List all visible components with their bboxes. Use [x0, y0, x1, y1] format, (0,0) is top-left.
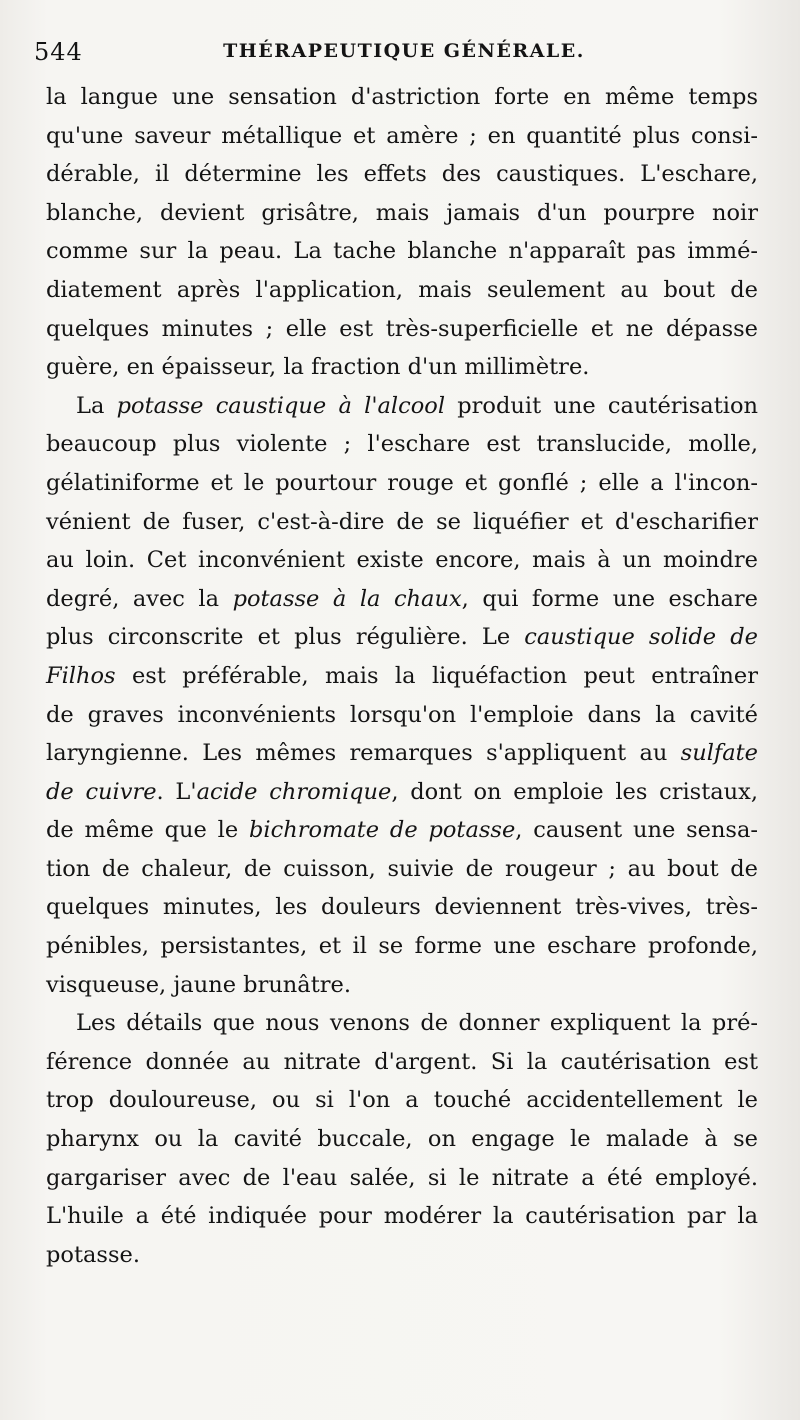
text-line: [46, 1236, 758, 1275]
text-run: quelques minutes, les douleurs deviennent très-vives, très-: [46, 894, 758, 921]
text-line: [46, 194, 758, 233]
text-run: plus circonscrite et plus régulière. Le: [46, 624, 525, 651]
page-header: [34, 38, 774, 68]
text-run: diatement après l'application, mais seulement au bout de: [46, 276, 758, 303]
text-run: est préférable, mais la liquéfaction peut entraîner: [115, 662, 758, 689]
text-run: L'huile a été indiquée pour modérer la cautérisation par la: [46, 1203, 758, 1230]
text-line: [46, 155, 758, 194]
text-run: produit une cautérisation: [445, 392, 758, 419]
text-run: potasse.: [46, 1241, 140, 1268]
text-run: , causent une sensa-: [515, 817, 758, 844]
text-line: [46, 1197, 758, 1236]
text-run: guère, en épaisseur, la fraction d'un millimètre.: [46, 354, 590, 381]
italic-term: Filhos: [46, 662, 116, 689]
text-line: [46, 425, 758, 464]
text-run: vénient de fuser, c'est-à-dire de se liquéfier et d'escharifier: [46, 508, 758, 535]
text-run: dérable, il détermine les effets des caustiques. L'eschare,: [46, 161, 758, 188]
text-line: [46, 78, 758, 117]
italic-term: potasse caustique à l'alcool: [116, 392, 446, 419]
text-line: [46, 1081, 758, 1120]
italic-term: potasse à la chaux: [232, 585, 462, 612]
page-number: 544: [34, 38, 83, 66]
text-line: [46, 696, 758, 735]
text-run: de même que le: [46, 817, 250, 844]
text-line: [46, 1004, 758, 1043]
text-line: [46, 850, 758, 889]
text-line: [46, 580, 758, 619]
text-line: [46, 117, 758, 156]
text-run: La: [76, 392, 117, 419]
text-run: qu'une saveur métallique et amère ; en quantité plus consi-: [46, 122, 758, 149]
text-line: [46, 1043, 758, 1082]
body-text: [46, 78, 758, 1274]
text-run: , qui forme une eschare: [461, 585, 758, 612]
text-line: [46, 811, 758, 850]
text-run: quelques minutes ; elle est très-superficielle et ne dépasse: [46, 315, 758, 342]
text-line: [46, 1120, 758, 1159]
text-run: la langue une sensation d'astriction forte en même temps: [46, 84, 758, 110]
text-run: gargariser avec de l'eau salée, si le nitrate a été employé.: [46, 1164, 758, 1191]
italic-term: de cuivre: [46, 778, 157, 805]
text-line: [46, 618, 758, 657]
text-run: au loin. Cet inconvénient existe encore, mais à un moindre: [46, 547, 758, 574]
text-run: . L': [156, 778, 197, 805]
text-run: de graves inconvénients lorsqu'on l'emploie dans la cavité: [46, 701, 758, 728]
text-line: [46, 464, 758, 503]
text-line: [46, 773, 758, 812]
text-line: [46, 927, 758, 966]
italic-term: caustique solide de: [524, 624, 758, 651]
text-line: [46, 657, 758, 696]
text-run: Les détails que nous venons de donner expliquent la pré-: [76, 1010, 758, 1037]
text-run: comme sur la peau. La tache blanche n'apparaît pas immé-: [46, 238, 758, 265]
text-line: [46, 734, 758, 773]
text-line: [46, 387, 758, 426]
text-run: visqueuse, jaune brunâtre.: [46, 971, 351, 998]
italic-term: sulfate: [680, 740, 758, 767]
text-run: laryngienne. Les mêmes remarques s'appliquent au: [46, 740, 681, 767]
text-run: beaucoup plus violente ; l'eschare est translucide, molle,: [46, 431, 758, 458]
running-title: THÉRAPEUTIQUE GÉNÉRALE.: [223, 40, 585, 62]
text-run: férence donnée au nitrate d'argent. Si la cautérisation est: [46, 1048, 758, 1075]
text-run: tion de chaleur, de cuisson, suivie de rougeur ; au bout de: [46, 855, 758, 882]
text-run: trop douloureuse, ou si l'on a touché accidentellement le: [46, 1087, 758, 1114]
text-line: [46, 1159, 758, 1198]
text-run: pénibles, persistantes, et il se forme une eschare profonde,: [46, 933, 758, 960]
text-run: , dont on emploie les cristaux,: [391, 778, 758, 805]
italic-term: acide chromique: [196, 778, 392, 805]
text-line: [46, 503, 758, 542]
text-run: pharynx ou la cavité buccale, on engage le malade à se: [46, 1126, 758, 1153]
text-line: [46, 888, 758, 927]
text-line: [46, 271, 758, 310]
text-line: [46, 966, 758, 1005]
text-line: [46, 541, 758, 580]
text-run: blanche, devient grisâtre, mais jamais d'un pourpre noir: [46, 199, 758, 226]
text-line: [46, 232, 758, 271]
italic-term: bichromate de potasse: [249, 817, 516, 844]
text-line: [46, 310, 758, 349]
text-run: gélatiniforme et le pourtour rouge et gonflé ; elle a l'incon-: [46, 469, 758, 496]
text-line: [46, 348, 758, 387]
text-run: degré, avec la: [46, 585, 233, 612]
